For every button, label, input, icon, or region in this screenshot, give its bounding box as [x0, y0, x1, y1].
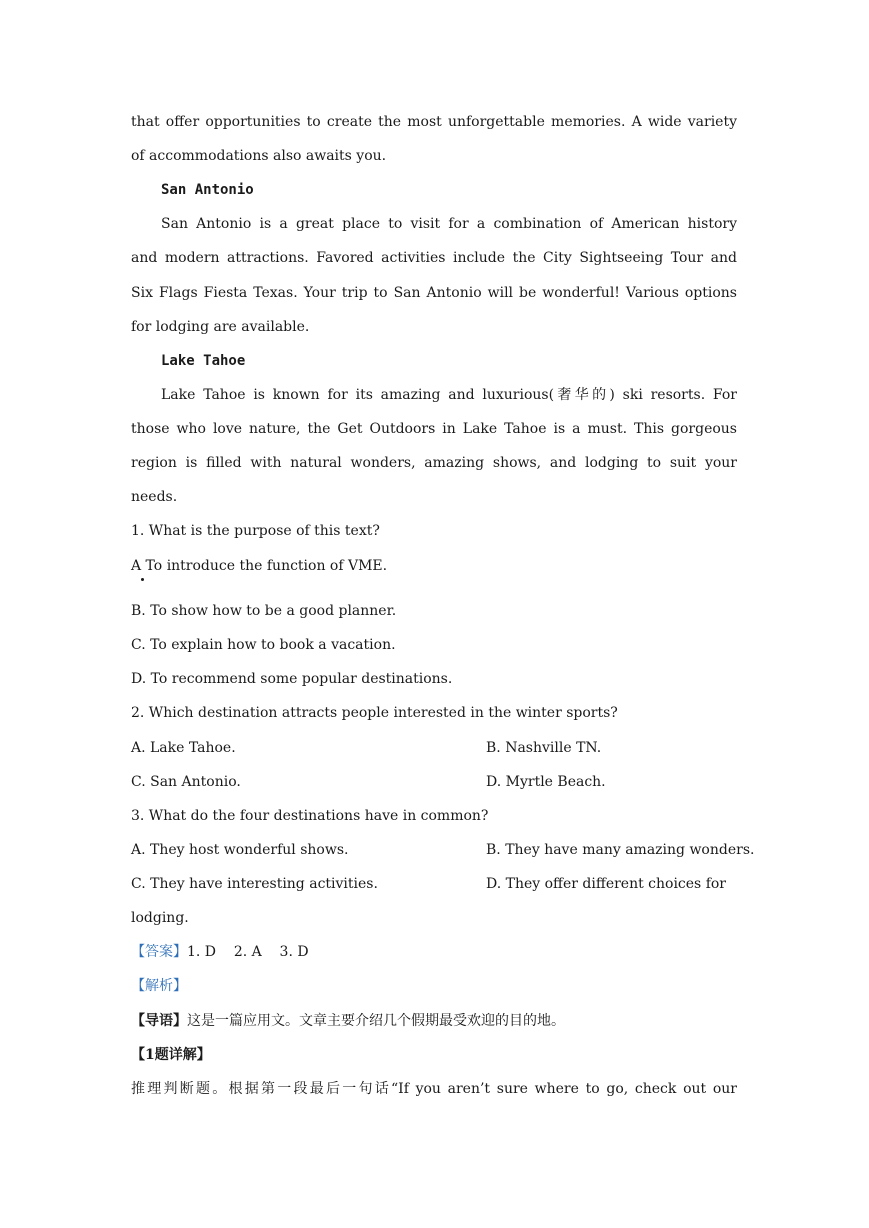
- passage-line: that offer opportunities to create the most unforgettable memories. A wide variety: [131, 114, 737, 130]
- section-heading-san-antonio: San Antonio: [161, 182, 254, 198]
- option-q2-a: A. Lake Tahoe.: [131, 740, 236, 756]
- intro-label: 【导语】: [131, 1013, 187, 1029]
- intro-line: [131, 1011, 737, 1031]
- passage-line: Lake Tahoe is known for its amazing and luxurious(奢华的) ski resorts. For: [161, 387, 737, 403]
- option-q3-d-continued: lodging.: [131, 910, 189, 926]
- option-q1-c: C. To explain how to book a vacation.: [131, 637, 396, 653]
- q1-detail-label: 【1题详解】: [131, 1047, 211, 1063]
- passage-line: region is filled with natural wonders, amazing shows, and lodging to suit your: [131, 455, 737, 471]
- section-heading-lake-tahoe: Lake Tahoe: [161, 353, 246, 369]
- option-q2-c: C. San Antonio.: [131, 774, 241, 790]
- q1-detail-text: 推理判断题。根据第一段最后一句话“If you aren’t sure where to go, check out our: [131, 1081, 737, 1097]
- analysis-label: 【解析】: [131, 978, 187, 994]
- question-2: 2. Which destination attracts people interested in the winter sports?: [131, 705, 618, 721]
- passage-line: Six Flags Fiesta Texas. Your trip to San Antonio will be wonderful! Various options: [131, 285, 737, 301]
- question-3: 3. What do the four destinations have in common?: [131, 808, 489, 824]
- passage-line: of accommodations also awaits you.: [131, 148, 387, 164]
- passage-line: needs.: [131, 489, 178, 505]
- option-q3-b: B. They have many amazing wonders.: [486, 842, 755, 858]
- stray-dot: [141, 578, 144, 581]
- option-q1-d: D. To recommend some popular destinations.: [131, 671, 453, 687]
- option-q3-c: C. They have interesting activities.: [131, 876, 378, 892]
- answer-text: 1. D 2. A 3. D: [187, 944, 309, 960]
- option-q3-d: D. They offer different choices for: [486, 876, 726, 892]
- passage-line: and modern attractions. Favored activities include the City Sightseeing Tour and: [131, 250, 737, 266]
- question-1: 1. What is the purpose of this text?: [131, 523, 380, 539]
- passage-line: San Antonio is a great place to visit for a combination of American history: [161, 216, 737, 232]
- intro-text: 这是一篇应用文。文章主要介绍几个假期最受欢迎的目的地。: [187, 1013, 565, 1029]
- option-q2-d: D. Myrtle Beach.: [486, 774, 606, 790]
- passage-line: for lodging are available.: [131, 319, 310, 335]
- option-q2-b: B. Nashville TN.: [486, 740, 602, 756]
- answer-label: 【答案】: [131, 944, 187, 960]
- option-q1-a: A To introduce the function of VME.: [131, 558, 388, 574]
- option-q3-a: A. They host wonderful shows.: [131, 842, 349, 858]
- answer-line: [131, 942, 737, 962]
- passage-line: those who love nature, the Get Outdoors in Lake Tahoe is a must. This gorgeous: [131, 421, 737, 437]
- option-q1-b: B. To show how to be a good planner.: [131, 603, 397, 619]
